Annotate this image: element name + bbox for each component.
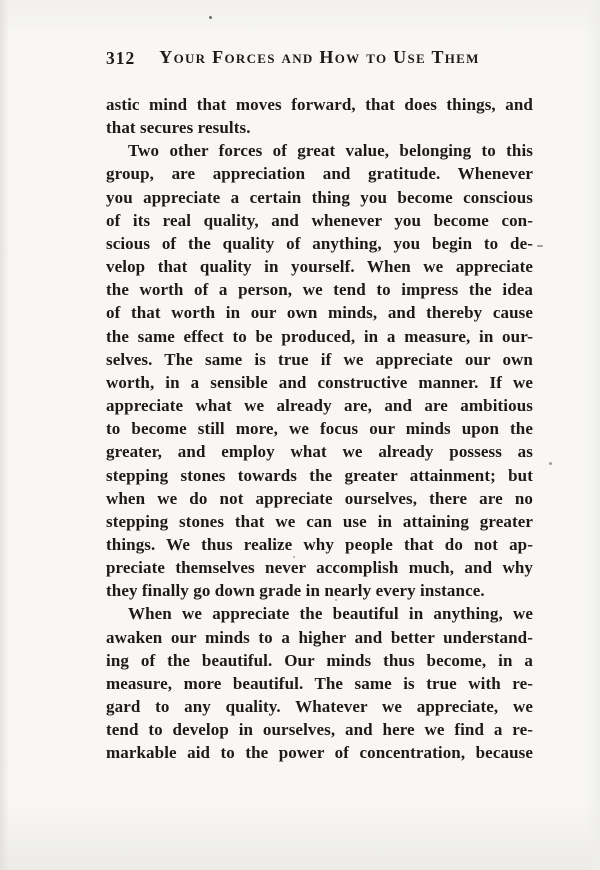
scan-speck <box>209 16 212 19</box>
text-line: stepping stones towards the greater attainment; but <box>106 465 533 485</box>
text-line: astic mind that moves forward, that does things, and <box>106 95 533 114</box>
text-line: velop that quality in yourself. When we appreciate <box>106 257 533 277</box>
text-line: to become still more, we focus our minds upon the <box>106 419 533 439</box>
text-line: ing of the beautiful. Our minds thus become, in a <box>106 650 533 670</box>
text-line: tend to develop in ourselves, and here we find a re- <box>106 720 533 740</box>
text-line: things. We thus realize why people that do not ap- <box>106 534 533 554</box>
scan-speck <box>537 245 543 247</box>
text-line: they finally go down grade in nearly every instance. <box>106 581 485 601</box>
text-line: measure, more beautiful. The same is true with re- <box>106 673 533 693</box>
text-line: group, are appreciation and gratitude. Whenever <box>106 164 533 184</box>
text-line: the same effect to be produced, in a measure, in our- <box>106 326 533 346</box>
text-line: Two other forces of great value, belonging to this <box>128 141 533 161</box>
page-body <box>106 93 533 765</box>
text-line: awaken our minds to a higher and better understand- <box>106 627 533 647</box>
text-line: gard to any quality. Whatever we appreciate, we <box>106 697 533 717</box>
text-line: scious of the quality of anything, you begin to de- <box>106 233 533 253</box>
page-header <box>106 47 533 69</box>
text-line: you appreciate a certain thing you become conscious <box>106 187 533 207</box>
text-line: preciate themselves never accomplish much, and why <box>106 558 533 578</box>
text-line: that secures results. <box>106 118 251 138</box>
text-line: of that worth in our own minds, and thereby cause <box>106 303 533 323</box>
text-line: the worth of a person, we tend to impress the idea <box>106 280 533 300</box>
text-line: when we do not appreciate ourselves, there are no <box>106 488 533 508</box>
text-line: appreciate what we already are, and are ambitious <box>106 396 533 416</box>
text-line: When we appreciate the beautiful in anything, we <box>128 604 533 624</box>
text-line: greater, and employ what we already possess as <box>106 442 533 462</box>
text-line: markable aid to the power of concentration, because <box>106 743 533 763</box>
text-line: stepping stones that we can use in attaining greater <box>106 511 533 531</box>
text-line: worth, in a sensible and constructive manner. If we <box>106 372 533 392</box>
page-number: 312 <box>106 48 136 68</box>
text-line: selves. The same is true if we appreciate our own <box>106 349 533 369</box>
running-title: Your Forces and How to Use Them <box>159 47 480 67</box>
text-line: of its real quality, and whenever you become con- <box>106 210 533 230</box>
scan-speck <box>549 462 552 465</box>
